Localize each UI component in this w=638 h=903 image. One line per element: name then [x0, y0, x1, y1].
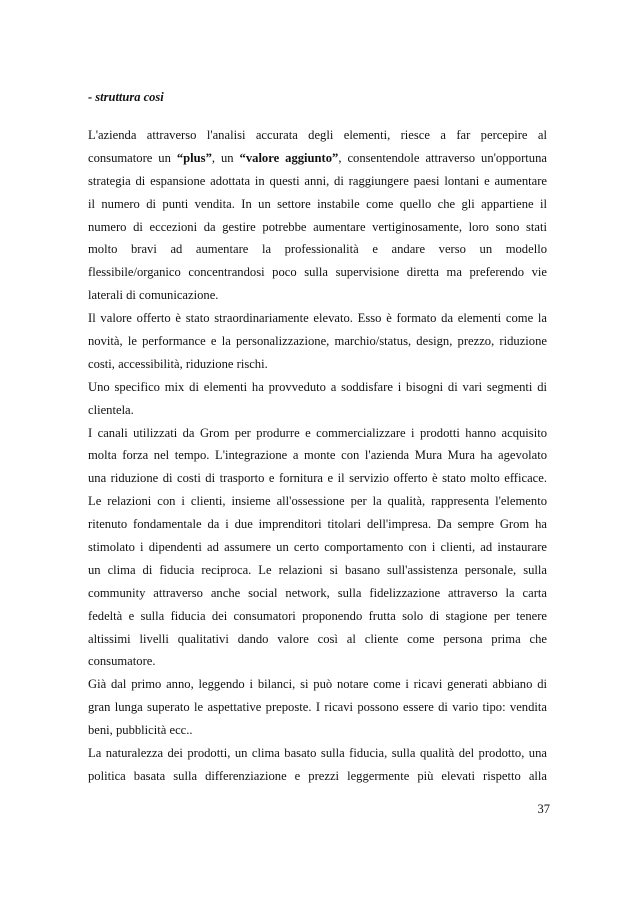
bold-phrase: “valore aggiunto”: [239, 150, 339, 165]
text-line: Le relazioni con i clienti, insieme all'ossessione per la qualità, rappresenta l'elemento: [88, 494, 547, 509]
text-line: molto bravi ad aumentare la professionalità e andare verso un modello: [88, 242, 547, 257]
text-line: Il valore offerto è stato straordinariamente elevato. Esso è formato da elementi come la: [88, 311, 547, 326]
section-heading: - struttura cosi: [88, 90, 164, 104]
text-line: novità, le performance e la personalizzazione, marchio/status, design, prezzo, riduzione: [88, 334, 547, 349]
bold-phrase: “plus”: [176, 150, 212, 165]
text-line: [88, 147, 547, 170]
text-line: stimolato i dipendenti ad assumere un certo comportamento con i clienti, ad instaurare: [88, 540, 547, 555]
text-line: consumatore.: [88, 654, 156, 669]
text-line: I canali utilizzati da Grom per produrre e commercializzare i prodotti hanno acquisito: [88, 425, 547, 440]
text-line: ritenuto fondamentale da i due imprenditori titolari dell'impresa. Da sempre Grom ha: [88, 517, 547, 532]
text-line: il numero di punti vendita. In un settore instabile come quello che gli appartiene il: [88, 196, 547, 211]
text-line: L'azienda attraverso l'analisi accurata degli elementi, riesce a far percepire al: [88, 128, 547, 142]
text-line: costi, accessibilità, riduzione rischi.: [88, 356, 268, 371]
text-line: strategia di espansione adottata in questi anni, di raggiungere paesi lontani e aumentare: [88, 173, 547, 188]
page-number: 37: [537, 802, 550, 816]
text-line: una riduzione di costi di trasporto e fornitura e il servizio offerto è stato molto efficace.: [88, 471, 547, 486]
text-line: Già dal primo anno, leggendo i bilanci, si può notare come i ricavi generati abbiano di: [88, 677, 547, 692]
text-line: molta forza nel tempo. L'integrazione a monte con l'azienda Mura Mura ha agevolato: [88, 448, 547, 463]
body-text: [88, 124, 547, 788]
text-line: altissimi livelli qualitativi dando valore così al cliente come persona prima che: [88, 631, 547, 646]
text-line: numero di eccezioni da gestire potrebbe aumentare vertiginosamente, loro sono stati: [88, 219, 547, 234]
text-line: un clima di fiducia reciproca. Le relazioni si basano sull'assistenza personale, sulla: [88, 562, 547, 577]
text-line: Uno specifico mix di elementi ha provveduto a soddisfare i bisogni di vari segmenti di: [88, 379, 547, 394]
text-line: laterali di comunicazione.: [88, 288, 219, 303]
text-run: consumatore un: [88, 150, 177, 165]
text-run: , un: [211, 150, 240, 165]
text-line: politica basata sulla differenziazione e prezzi leggermente più elevati rispetto alla: [88, 768, 547, 783]
text-line: community attraverso anche social network, sulla fidelizzazione attraverso la carta: [88, 585, 547, 600]
text-line: flessibile/organico concentrandosi poco sulla supervisione diretta ma preferendo vie: [88, 265, 547, 280]
text-line: La naturalezza dei prodotti, un clima basato sulla fiducia, sulla qualità del prodotto, una: [88, 746, 547, 761]
text-line: fedeltà e sulla fiducia dei consumatori proponendo frutta solo di stagione per tenere: [88, 608, 547, 623]
text-line: gran lunga superato le aspettative preposte. I ricavi possono essere di vario tipo: vendita: [88, 700, 547, 715]
text-line: beni, pubblicità ecc..: [88, 723, 193, 738]
text-line: clientela.: [88, 402, 134, 417]
text-run: , consentendole attraverso un'opportuna: [338, 150, 547, 165]
